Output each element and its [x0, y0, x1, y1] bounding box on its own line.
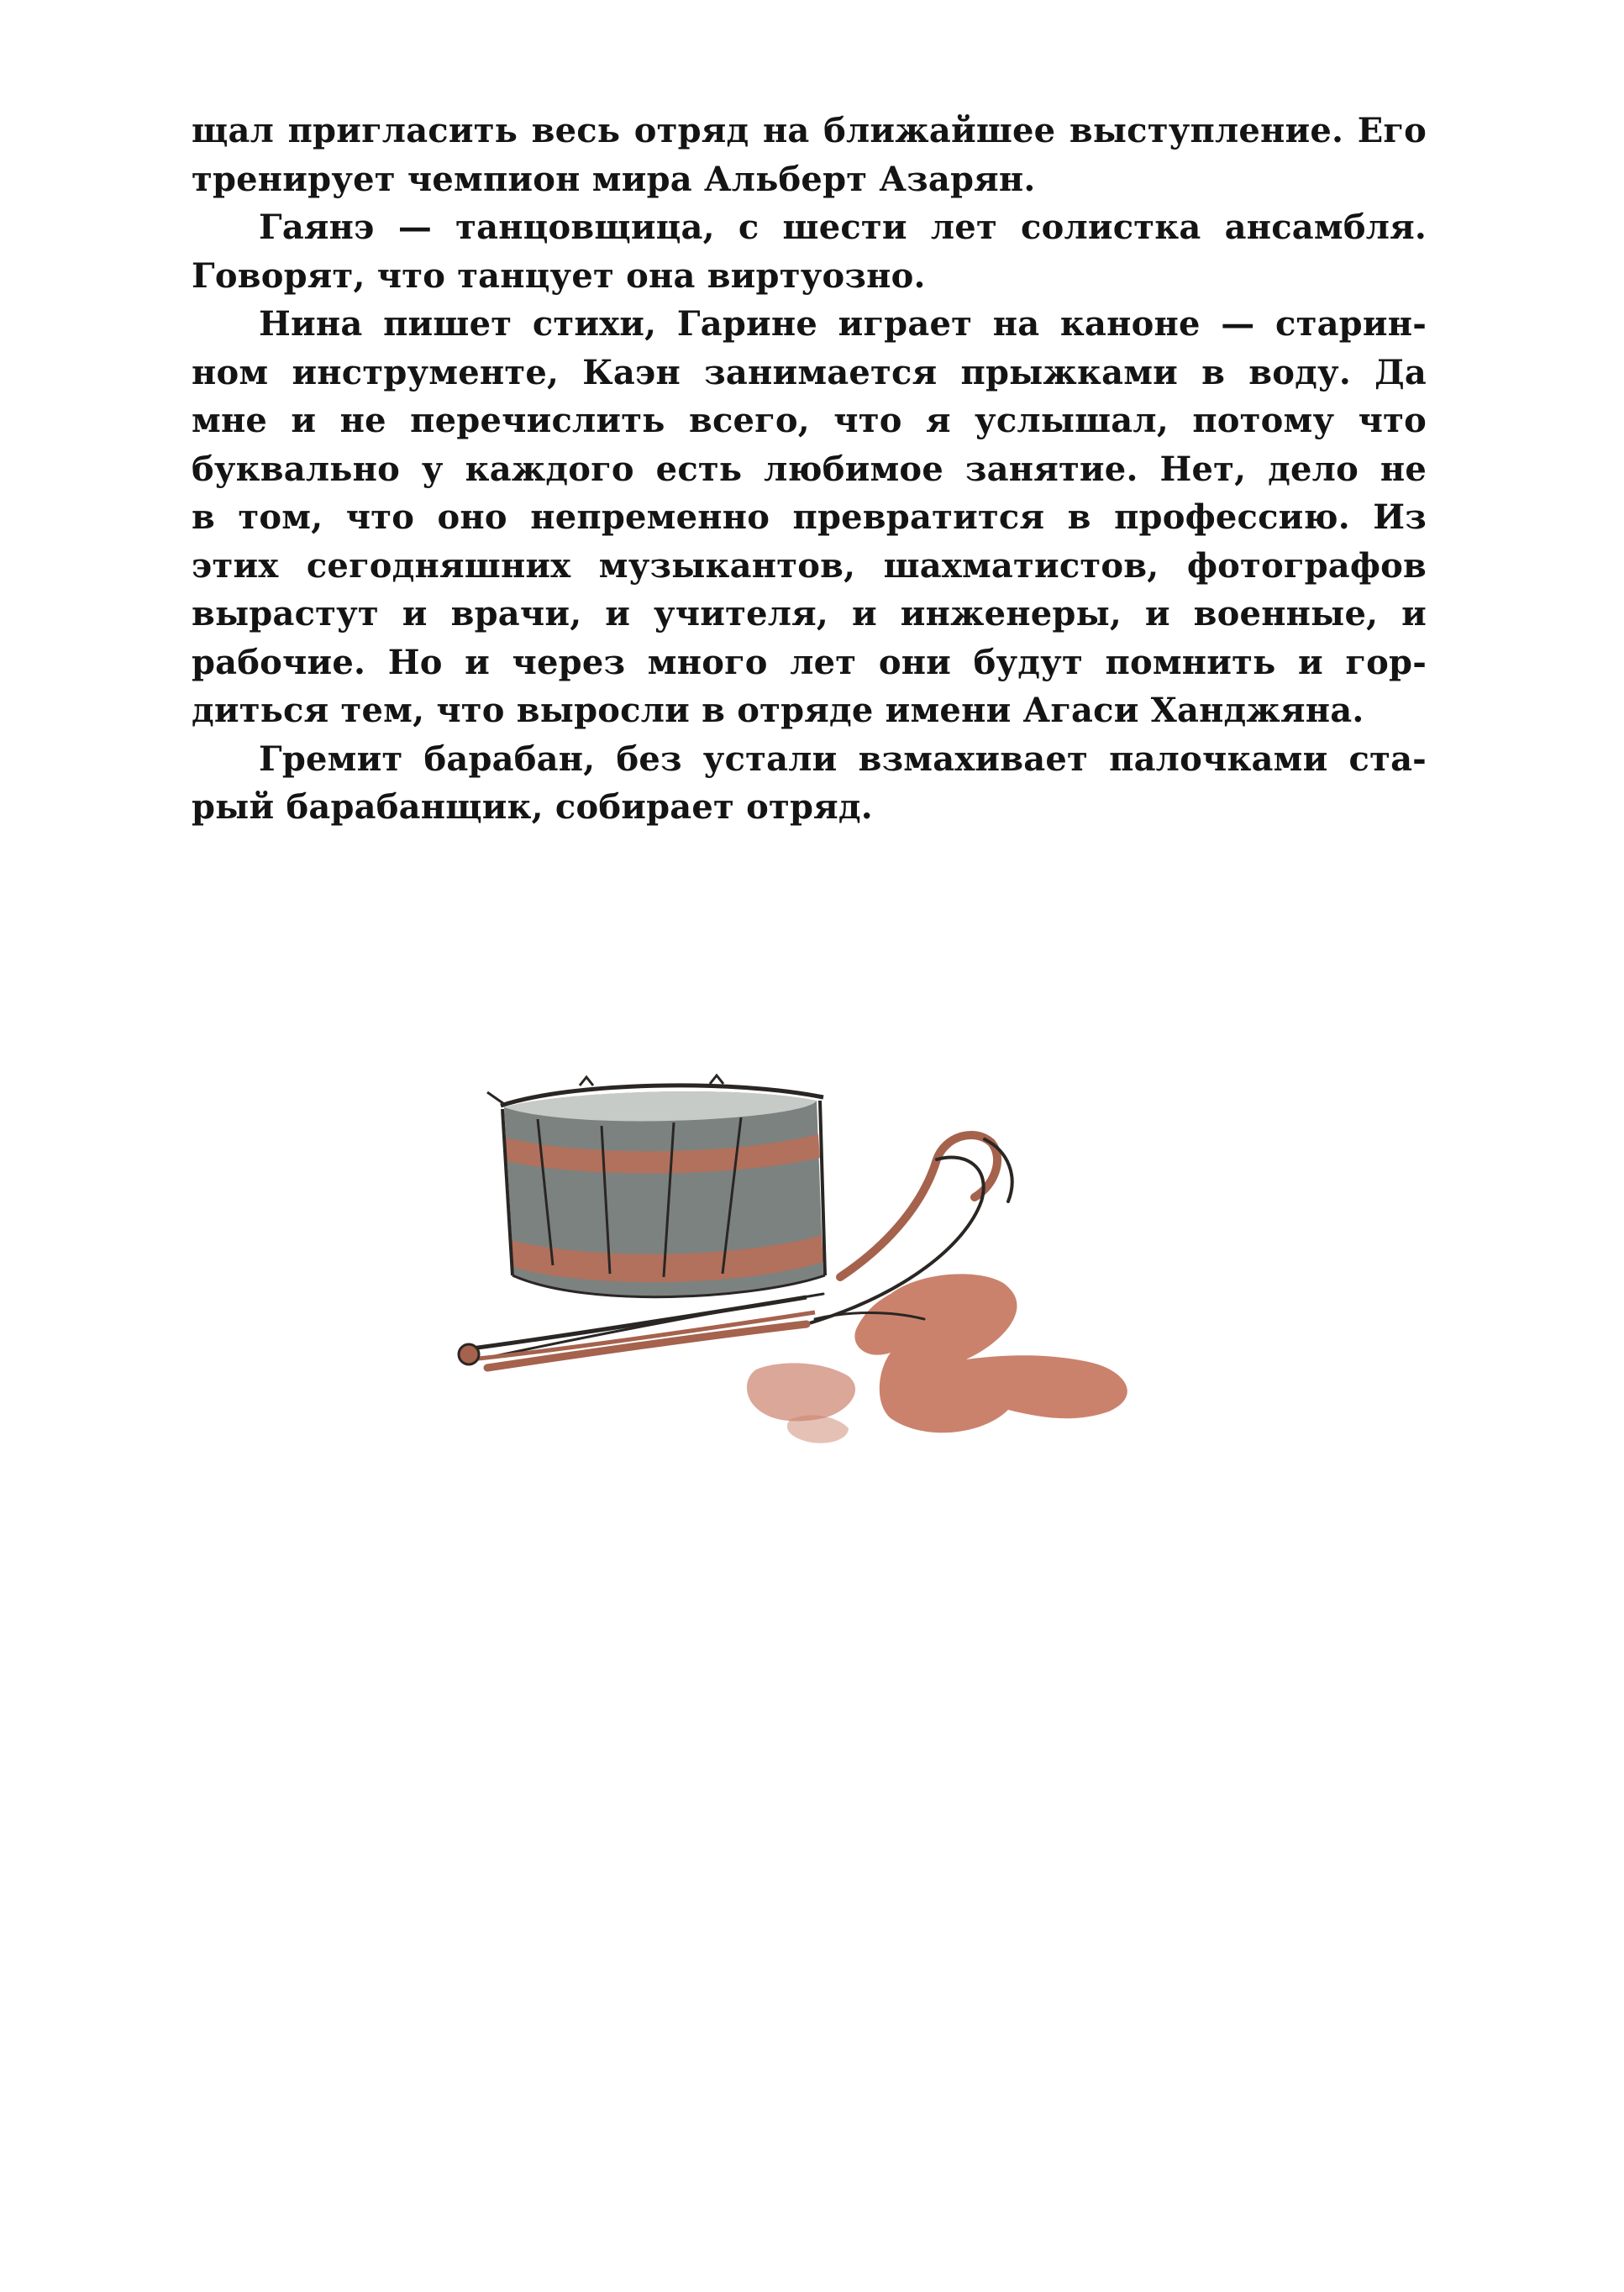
text-line: Гаянэ — танцовщица, с шести лет солистка ансамбля. — [259, 208, 1427, 247]
text-line: щал пригласить весь отряд на ближайшее выступление. Его — [192, 111, 1427, 150]
text-line: тренирует чемпион мира Альберт Азарян. — [192, 159, 1036, 199]
text-line: ном инструменте, Каэн занимается прыжками в воду. Да — [192, 352, 1427, 392]
text-line: Говорят, что танцует она виртуозно. — [192, 255, 926, 296]
text-line: Гремит барабан, без устали взмахивает палочками ста- — [259, 739, 1427, 779]
text-line: в том, что оно непременно превратится в профессию. Из — [192, 497, 1427, 537]
drum-and-bugle-illustration — [454, 1067, 1176, 1538]
text-line: рабочие. Но и через много лет они будут помнить и гор- — [192, 642, 1427, 682]
text-line: диться тем, что выросли в отряде имени Агаси Ханджяна. — [192, 691, 1364, 730]
text-line: мне и не перечислить всего, что я услышал, потому что — [192, 401, 1427, 440]
text-line: буквально у каждого есть любимое занятие. Нет, дело не — [192, 449, 1427, 489]
text-line: вырастут и врачи, и учителя, и инженеры, и военные, и — [192, 594, 1427, 633]
drum — [487, 1075, 825, 1298]
body-text — [192, 107, 1427, 832]
text-line: рый барабанщик, собирает отряд. — [192, 787, 873, 827]
text-line: этих сегодняшних музыкантов, шахматистов, фотографов — [192, 545, 1427, 586]
text-line: Нина пишет стихи, Гарине играет на каноне — старин- — [259, 304, 1427, 344]
